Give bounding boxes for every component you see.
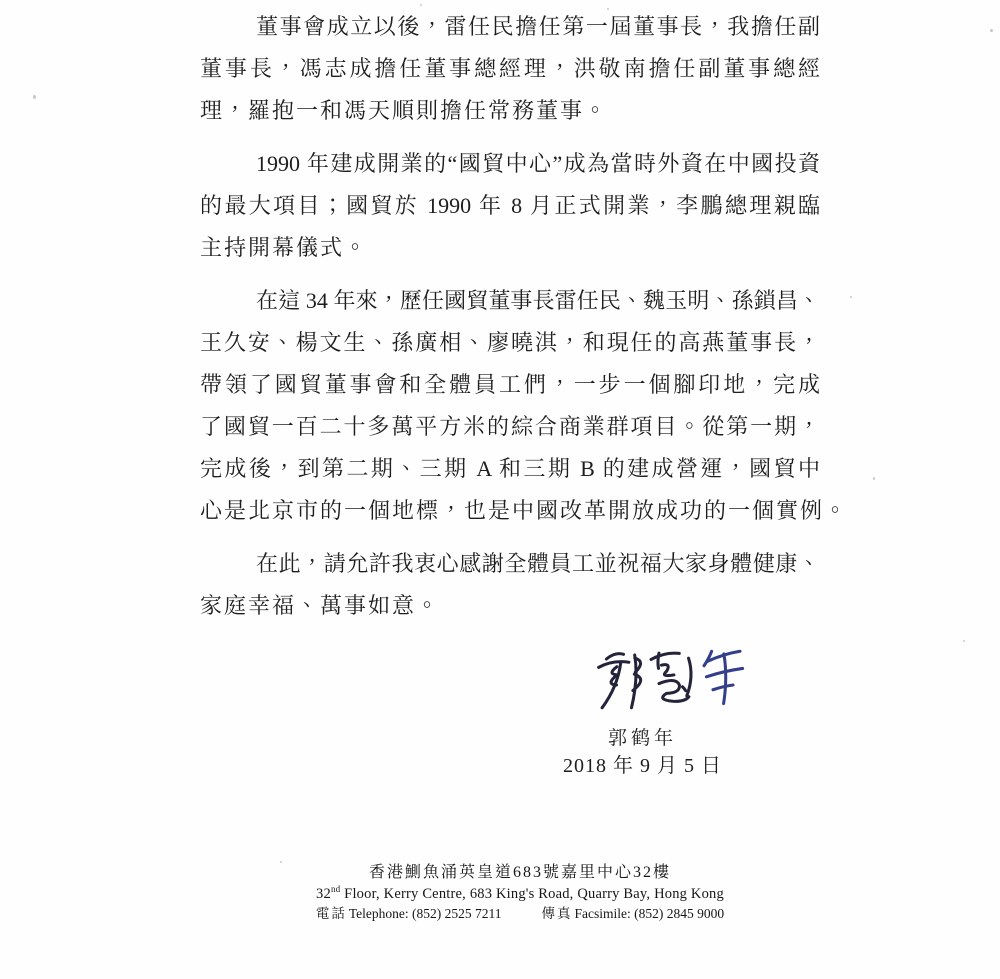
text-line: 董事會成立以後，雷任民擔任第一屆董事長，我擔任副 (256, 14, 820, 39)
scan-speck (280, 861, 282, 863)
scan-speck (850, 296, 852, 298)
text-line: 了國貿一百二十多萬平方米的綜合商業群項目。從第一期， (200, 414, 820, 439)
text-line: 董事長，馮志成擔任董事總經理，洪敬南擔任副董事總經 (200, 56, 820, 81)
letterhead-footer (185, 861, 855, 923)
text-line: 在此，請允許我衷心感謝全體員工並祝福大家身體健康、 (256, 551, 820, 576)
facsimile-entry (542, 906, 725, 921)
scan-speck (963, 640, 965, 642)
footer-contact-line (185, 904, 855, 923)
text-line: 在這 34 年來，歷任國貿董事長雷任民、魏玉明、孫鎖昌、 (256, 288, 820, 313)
address-english-rest: Floor, Kerry Centre, 683 King's Road, Quarry Bay, Hong Kong (340, 886, 724, 902)
text-line: 家庭幸福、萬事如意。 (200, 593, 441, 618)
telephone-entry (316, 906, 502, 921)
text-line: 心是北京市的一個地標，也是中國改革開放成功的一個實例。 (200, 498, 849, 523)
text-line: 理，羅抱一和馮天順則擔任常務董事。 (200, 98, 609, 123)
letter-body (200, 6, 849, 627)
paragraph (200, 280, 849, 532)
telephone-number: Telephone: (852) 2525 7211 (348, 906, 502, 921)
floor-ordinal: nd (330, 884, 341, 895)
facsimile-number: Facsimile: (852) 2845 9000 (574, 906, 725, 921)
signoff-block (520, 726, 765, 781)
facsimile-label-chinese: 傳真 (541, 906, 573, 921)
text-line: 完成後，到第二期、三期 A 和三期 B 的建成營運，國貿中 (200, 456, 820, 481)
scan-speck (990, 29, 993, 32)
paragraph (200, 6, 820, 132)
floor-number: 32 (316, 886, 331, 902)
scan-speck (33, 95, 36, 99)
text-line: 1990 年建成開業的“國貿中心”成為當時外資在中國投資 (256, 151, 820, 176)
paragraph (200, 143, 820, 269)
text-line: 主持開幕儀式。 (200, 235, 369, 260)
signature-handwriting (596, 641, 748, 715)
letter-date: 2018 年 9 月 5 日 (563, 755, 722, 777)
scan-speck (873, 477, 875, 480)
printed-name: 郭鹤年 (607, 728, 677, 749)
paragraph (200, 543, 820, 627)
text-line: 帶領了國貿董事會和全體員工們，一步一個腳印地，完成 (200, 372, 820, 397)
telephone-label-chinese: 電話 (315, 906, 347, 921)
text-line: 的最大項目；國貿於 1990 年 8 月正式開業，李鵬總理親臨 (200, 193, 820, 218)
footer-address-english (185, 884, 855, 904)
scan-speck (607, 8, 609, 10)
scan-speck (420, 4, 422, 6)
footer-address-chinese: 香港鰂魚涌英皇道683號嘉里中心32樓 (368, 864, 671, 881)
text-line: 王久安、楊文生、孫廣相、廖曉淇，和現任的高燕董事長， (200, 330, 820, 355)
